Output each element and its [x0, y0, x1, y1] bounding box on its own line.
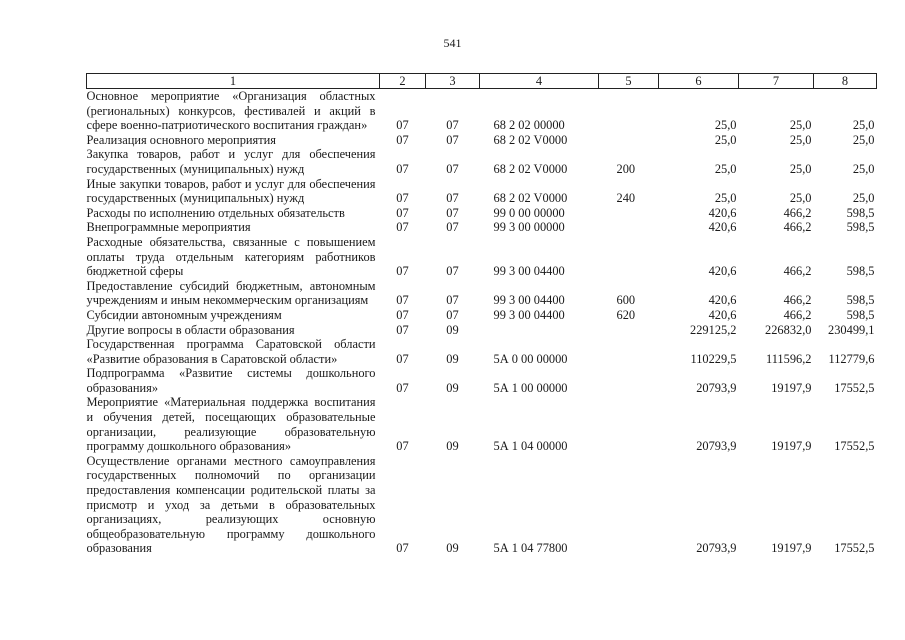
row-subsection: 07 — [446, 307, 459, 322]
row-amount-year-3: 25,0 — [852, 161, 875, 176]
row-section: 07 — [396, 132, 409, 147]
row-amount-year-2: 466,2 — [783, 220, 812, 235]
row-expense-type — [599, 337, 659, 366]
header-col-8: 8 — [814, 74, 877, 89]
row-amount-year-2: 25,0 — [789, 118, 812, 133]
row-amount-year-1: 420,6 — [708, 293, 737, 308]
row-subsection: 09 — [446, 541, 459, 556]
row-name: Закупка товаров, работ и услуг для обеспечения государственных (муниципальных) нужд — [86, 147, 376, 176]
row-name: Внепрограммные мероприятия — [86, 220, 251, 235]
row-name: Мероприятие «Материальная поддержка воспитания и обучения детей, посещающих образовательные организации, реализующие образовательную программу дошкольного образования» — [86, 395, 376, 454]
table-row — [87, 220, 877, 235]
header-row — [87, 74, 877, 89]
row-amount-year-1: 20793,9 — [696, 439, 737, 454]
row-amount-year-3: 17552,5 — [834, 439, 875, 454]
row-target-code: 99 0 00 00000 — [493, 205, 565, 220]
row-amount-year-2: 19197,9 — [771, 541, 812, 556]
row-target-code: 68 2 02 V0000 — [493, 132, 568, 147]
row-target-code: 5А 1 04 00000 — [493, 439, 568, 454]
row-amount-year-3: 25,0 — [852, 191, 875, 206]
row-expense-type — [599, 220, 659, 235]
row-section: 07 — [396, 307, 409, 322]
row-expense-type — [599, 366, 659, 395]
row-amount-year-1: 25,0 — [714, 118, 737, 133]
row-name: Иные закупки товаров, работ и услуг для обеспечения государственных (муниципальных) нужд — [86, 176, 376, 206]
row-amount-year-3: 112779,6 — [828, 351, 875, 366]
row-subsection: 07 — [446, 205, 459, 220]
row-target-code: 99 3 00 00000 — [493, 220, 565, 235]
row-expense-type — [599, 454, 659, 556]
row-amount-year-3: 598,5 — [846, 307, 875, 322]
row-subsection: 09 — [446, 439, 459, 454]
row-amount-year-1: 420,6 — [708, 307, 737, 322]
row-expense-type — [599, 323, 659, 338]
row-target-code: 5А 0 00 00000 — [493, 351, 568, 366]
header-col-6: 6 — [659, 74, 739, 89]
row-section: 07 — [396, 351, 409, 366]
page-number: 541 — [443, 36, 462, 50]
row-amount-year-3: 598,5 — [846, 220, 875, 235]
row-target-code: 68 2 02 V0000 — [493, 191, 568, 206]
row-amount-year-1: 20793,9 — [696, 380, 737, 395]
row-amount-year-2: 25,0 — [789, 132, 812, 147]
row-expense-type — [599, 235, 659, 279]
row-expense-type — [599, 133, 659, 148]
table-row — [87, 279, 877, 308]
row-amount-year-3: 25,0 — [852, 118, 875, 133]
row-amount-year-1: 25,0 — [714, 191, 737, 206]
row-name: Другие вопросы в области образования — [86, 322, 295, 337]
row-subsection: 07 — [446, 118, 459, 133]
header-col-2: 2 — [380, 74, 426, 89]
row-subsection: 07 — [446, 264, 459, 279]
row-amount-year-3: 17552,5 — [834, 380, 875, 395]
row-target-code: 99 3 00 04400 — [493, 307, 565, 322]
row-name: Осуществление органами местного самоуправления государственных полномочий по организации предоставления компенсации родительской платы за присмотр и уход за детьми в образовательных организациях, реализующих основную общеобразовательную программу дошкольного образования — [86, 453, 376, 556]
row-amount-year-1: 25,0 — [714, 132, 737, 147]
row-subsection: 07 — [446, 293, 459, 308]
row-section: 07 — [396, 322, 409, 337]
row-subsection: 09 — [446, 322, 459, 337]
row-section: 07 — [396, 161, 409, 176]
row-name: Расходные обязательства, связанные с повышением оплаты труда отдельным категориям работников бюджетной сферы — [86, 234, 376, 279]
row-amount-year-2: 466,2 — [783, 205, 812, 220]
row-amount-year-2: 466,2 — [783, 264, 812, 279]
row-subsection: 07 — [446, 220, 459, 235]
row-amount-year-1: 420,6 — [708, 205, 737, 220]
row-amount-year-3: 598,5 — [846, 205, 875, 220]
row-amount-year-3: 598,5 — [846, 293, 875, 308]
row-expense-type — [599, 395, 659, 453]
row-target-code: 99 3 00 04400 — [493, 293, 565, 308]
table-row — [87, 177, 877, 206]
row-amount-year-3: 25,0 — [852, 132, 875, 147]
row-target-code: 5А 1 04 77800 — [493, 541, 568, 556]
row-section: 07 — [396, 191, 409, 206]
row-amount-year-3: 230499,1 — [828, 322, 875, 337]
row-subsection: 09 — [446, 380, 459, 395]
row-amount-year-2: 19197,9 — [771, 439, 812, 454]
header-col-5: 5 — [599, 74, 659, 89]
table-row — [87, 337, 877, 366]
header-col-3: 3 — [426, 74, 480, 89]
header-col-4: 4 — [480, 74, 599, 89]
row-amount-year-1: 110229,5 — [690, 351, 737, 366]
row-expense-type — [599, 206, 659, 221]
row-amount-year-1: 25,0 — [714, 161, 737, 176]
row-expense-type — [599, 89, 659, 133]
table-row — [87, 366, 877, 395]
budget-table — [86, 73, 877, 556]
row-name: Предоставление субсидий бюджетным, автономным учреждениям и иным некоммерческим организациям — [86, 278, 376, 308]
row-amount-year-2: 25,0 — [789, 191, 812, 206]
row-name: Субсидии автономным учреждениям — [86, 307, 282, 322]
row-section: 07 — [396, 118, 409, 133]
row-section: 07 — [396, 220, 409, 235]
row-name: Расходы по исполнению отдельных обязательств — [86, 205, 345, 220]
row-section: 07 — [396, 205, 409, 220]
row-expense-type: 240 — [616, 191, 636, 206]
table-row — [87, 133, 877, 148]
row-target-code: 99 3 00 04400 — [493, 264, 565, 279]
row-subsection: 07 — [446, 132, 459, 147]
row-target-code: 68 2 02 00000 — [493, 118, 565, 133]
row-section: 07 — [396, 439, 409, 454]
row-section: 07 — [396, 264, 409, 279]
table-row — [87, 147, 877, 176]
table-row — [87, 454, 877, 556]
row-section: 07 — [396, 541, 409, 556]
row-target-code: 5А 1 00 00000 — [493, 380, 568, 395]
row-amount-year-2: 19197,9 — [771, 380, 812, 395]
row-target-code — [480, 323, 599, 338]
row-amount-year-1: 420,6 — [708, 264, 737, 279]
row-amount-year-2: 226832,0 — [765, 322, 812, 337]
row-section: 07 — [396, 293, 409, 308]
row-name: Государственная программа Саратовской области «Развитие образования в Саратовской области» — [86, 337, 376, 366]
header-col-1: 1 — [87, 74, 380, 89]
row-expense-type: 600 — [616, 293, 636, 308]
row-amount-year-2: 25,0 — [789, 161, 812, 176]
row-amount-year-1: 420,6 — [708, 220, 737, 235]
row-name: Основное мероприятие «Организация областных (региональных) конкурсов, фестивалей и акций в сфере военно-патриотического воспитания граждан» — [86, 89, 376, 133]
row-name: Реализация основного мероприятия — [86, 132, 276, 147]
row-amount-year-2: 466,2 — [783, 293, 812, 308]
header-col-7: 7 — [739, 74, 814, 89]
row-amount-year-2: 466,2 — [783, 307, 812, 322]
table-row — [87, 323, 877, 338]
row-subsection: 09 — [446, 351, 459, 366]
row-amount-year-2: 111596,2 — [765, 351, 812, 366]
row-amount-year-1: 229125,2 — [690, 322, 737, 337]
row-subsection: 07 — [446, 161, 459, 176]
table-row — [87, 235, 877, 279]
row-amount-year-1: 20793,9 — [696, 541, 737, 556]
table-row — [87, 206, 877, 221]
table-row — [87, 89, 877, 133]
row-section: 07 — [396, 380, 409, 395]
row-subsection: 07 — [446, 191, 459, 206]
row-expense-type: 620 — [616, 307, 636, 322]
row-amount-year-3: 598,5 — [846, 264, 875, 279]
row-amount-year-3: 17552,5 — [834, 541, 875, 556]
row-expense-type: 200 — [616, 161, 636, 176]
row-name: Подпрограмма «Развитие системы дошкольного образования» — [86, 366, 376, 395]
table-row — [87, 308, 877, 323]
row-target-code: 68 2 02 V0000 — [493, 161, 568, 176]
table-row — [87, 395, 877, 453]
